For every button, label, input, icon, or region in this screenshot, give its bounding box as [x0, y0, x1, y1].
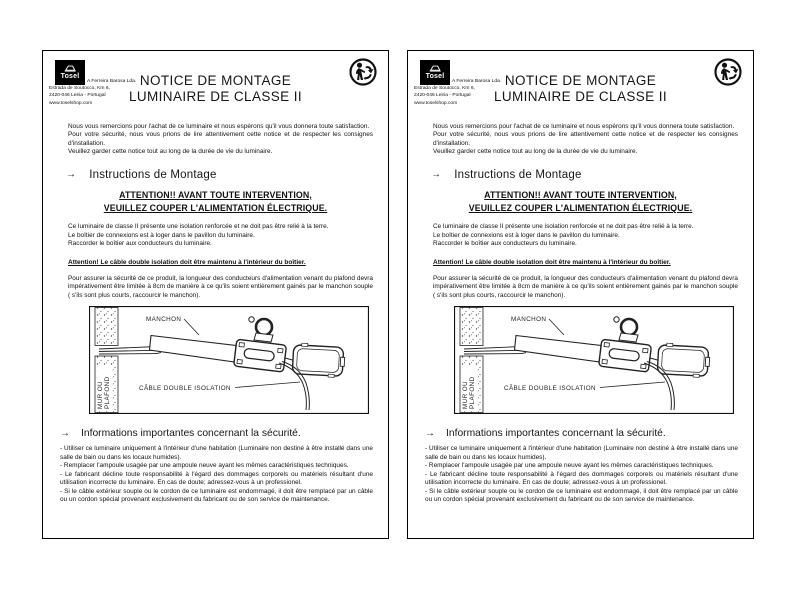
mounting-diagram — [89, 306, 369, 414]
safety-bullet-2: - Remplacer l'ampoule usagée par une ampoule neuve ayant les mêmes caractéristiques techniques. — [60, 462, 349, 470]
brand-block — [414, 60, 552, 107]
brand-name: Tosel — [425, 73, 445, 80]
ring-mount — [619, 333, 638, 342]
page-content — [408, 123, 753, 504]
sleeve-label: MANCHON — [511, 316, 547, 324]
tosel-logo — [55, 60, 85, 85]
wall-upper — [460, 308, 483, 346]
website-url: www.toselshop.com — [414, 100, 458, 106]
address-line-2: 2420-046 Leiria - Portugal — [414, 93, 471, 99]
page-content — [43, 123, 388, 504]
logo-row — [55, 60, 187, 85]
cable-warning: Attention! Le câble double isolation doit être maintenu à l'intérieur du boîtier. — [433, 258, 671, 266]
arrow-icon: → — [60, 428, 70, 440]
wall-label-line1: MUR OU — [462, 381, 469, 410]
montage-heading — [66, 169, 375, 181]
class2-instructions — [68, 223, 373, 249]
title-line-2: LUMINAIRE DE CLASSE II — [128, 89, 303, 105]
triman-recycling-icon — [348, 57, 378, 87]
lamp-icon — [426, 65, 444, 72]
conductor-length-note: Pour assurer la sécurité de ce produit, la longueur des conducteurs d'alimentation venant du plafond devra impérativement être limitée à 8cm de manière à ce qu'ils soient entièrement gainés par le manchon souple ( s'ils sont plus courts, raccourcir le manchon). — [68, 274, 373, 299]
notice-page-right — [407, 50, 754, 539]
address-line-1: Estrada de Soutocco, Km 6, — [414, 86, 475, 91]
connection-box — [599, 339, 652, 372]
page-header — [43, 51, 388, 113]
safety-bullets — [425, 445, 738, 504]
title-line-2: LUMINAIRE DE CLASSE II — [493, 89, 668, 105]
cable-label: CÂBLE DOUBLE ISOLATION — [139, 385, 231, 393]
class2-instructions — [433, 223, 738, 249]
class2-line-3: Raccorder le boîtier aux conducteurs du luminaire. — [433, 240, 577, 248]
power-warning — [421, 189, 740, 215]
safety-heading — [60, 428, 375, 439]
safety-bullet-3: - Le fabricant décline toute responsabilité à l'égard des dommages corporels ou matériels résultant d'une utilisation incorrecte du luminaire. En cas de doute; adressez-vous à un professionel. — [60, 470, 373, 487]
address-line-1: Estrada de Soutocco, Km 6, — [49, 86, 110, 91]
website-url: www.toselshop.com — [49, 100, 93, 106]
wall-label-line2: PLAFOND — [469, 376, 476, 410]
class2-line-3: Raccorder le boîtier aux conducteurs du luminaire. — [68, 240, 212, 248]
class2-line-2: Le boîtier de connexions est à loger dans le pavillon du luminaire. — [433, 231, 620, 239]
intro-paragraph-3: Veuillez garder cette notice tout au long de la durée de vie du luminaire. — [68, 148, 273, 156]
class2-line-1: Ce luminaire de classe II présente une isolation renforcée et ne doit pas être relié à la terre. — [433, 223, 694, 231]
intro-text — [68, 123, 373, 157]
safety-bullet-3: - Le fabricant décline toute responsabilité à l'égard des dommages corporels ou matériels résultant d'une utilisation incorrecte du luminaire. En cas de doute; adressez-vous à un professionel. — [425, 470, 738, 487]
safety-heading — [425, 428, 740, 439]
power-warning — [56, 189, 375, 215]
ring-mount — [254, 333, 273, 342]
wall-upper — [95, 308, 118, 346]
power-warning-line-1: ATTENTION!! AVANT TOUTE INTERVENTION, — [119, 189, 312, 200]
cable-warning: Attention! Le câble double isolation doit être maintenu à l'intérieur du boîtier. — [68, 258, 306, 266]
wall-label-line2: PLAFOND — [104, 376, 111, 410]
safety-bullet-4: - Si le câble extérieur souple ou le cordon de ce luminaire est endommagé, il doit être remplacé par un câble ou un cordon spécial provenant exclusivement du fabricant ou de son service de maintenance. — [425, 487, 738, 503]
triman-recycling-icon — [713, 57, 743, 87]
montage-heading-label: Instructions de Montage — [454, 168, 582, 181]
safety-bullets — [60, 445, 373, 504]
safety-bullet-4: - Si le câble extérieur souple ou le cordon de ce luminaire est endommagé, il doit être remplacé par un câble ou un cordon spécial provenant exclusivement du fabricant ou de son service de maintenance. — [60, 487, 373, 503]
title-line-1: NOTICE DE MONTAGE — [504, 73, 657, 88]
class2-line-1: Ce luminaire de classe II présente une isolation renforcée et ne doit pas être relié à la terre. — [68, 223, 329, 231]
montage-heading-label: Instructions de Montage — [89, 168, 217, 181]
mounting-diagram — [454, 306, 734, 414]
arrow-icon: → — [66, 169, 77, 181]
brand-name: Tosel — [60, 73, 80, 80]
intro-paragraph-1: Nous vous remercions pour l'achat de ce luminaire et nous espérons qu'il vous donnera toute satisfaction. — [433, 123, 735, 130]
sleeve-label: MANCHON — [146, 316, 182, 324]
safety-bullet-2: - Remplacer l'ampoule usagée par une ampoule neuve ayant les mêmes caractéristiques techniques. — [425, 462, 714, 470]
tosel-logo — [420, 60, 450, 85]
page-header — [408, 51, 753, 113]
class2-line-2: Le boîtier de connexions est à loger dans le pavillon du luminaire. — [68, 231, 255, 239]
intro-paragraph-1: Nous vous remercions pour l'achat de ce luminaire et nous espérons qu'il vous donnera toute satisfaction. — [68, 123, 370, 130]
safety-bullet-1: - Utiliser ce luminaire uniquement à l'intérieur d'une habitation (Luminaire non destiné à être installé dans une salle de bain ou dans les locaux humides). — [60, 445, 373, 461]
intro-text — [433, 123, 738, 157]
cable-label: CÂBLE DOUBLE ISOLATION — [504, 385, 596, 393]
power-warning-line-2: VEUILLEZ COUPER L'ALIMENTATION ÉLECTRIQUE. — [103, 203, 328, 213]
address-line-2: 2420-046 Leiria - Portugal — [49, 93, 106, 99]
conductor-length-note: Pour assurer la sécurité de ce produit, la longueur des conducteurs d'alimentation venant du plafond devra impérativement être limitée à 8cm de manière à ce qu'ils soient entièrement gainés par le manchon souple ( s'ils sont plus courts, raccourcir le manchon). — [433, 274, 738, 299]
safety-bullet-1: - Utiliser ce luminaire uniquement à l'intérieur d'une habitation (Luminaire non destiné à être installé dans une salle de bain ou dans les locaux humides). — [425, 445, 738, 461]
lamp-icon — [61, 65, 79, 72]
connection-box — [234, 339, 287, 372]
notice-page-left — [42, 50, 389, 539]
logo-row — [420, 60, 552, 85]
company-name: A Ferreira Barosa Lda. — [452, 79, 502, 84]
wall-label-line1: MUR OU — [97, 381, 104, 410]
arrow-icon: → — [431, 169, 442, 181]
brand-block — [49, 60, 187, 107]
intro-paragraph-2: Pour votre sécurité, nous vous prions de lire attentivement cette notice et de respecter les consignes d'installation. — [433, 131, 738, 147]
intro-paragraph-2: Pour votre sécurité, nous vous prions de lire attentivement cette notice et de respecter les consignes d'installation. — [68, 131, 373, 147]
arrow-icon: → — [425, 428, 435, 440]
power-warning-line-1: ATTENTION!! AVANT TOUTE INTERVENTION, — [484, 189, 677, 200]
title-line-1: NOTICE DE MONTAGE — [139, 73, 292, 88]
intro-paragraph-3: Veuillez garder cette notice tout au long de la durée de vie du luminaire. — [433, 148, 638, 156]
montage-heading — [431, 169, 740, 181]
power-warning-line-2: VEUILLEZ COUPER L'ALIMENTATION ÉLECTRIQUE. — [468, 203, 693, 213]
company-name: A Ferreira Barosa Lda. — [87, 79, 137, 84]
safety-heading-label: Informations importantes concernant la sécurité. — [446, 428, 666, 440]
safety-heading-label: Informations importantes concernant la sécurité. — [81, 428, 301, 440]
